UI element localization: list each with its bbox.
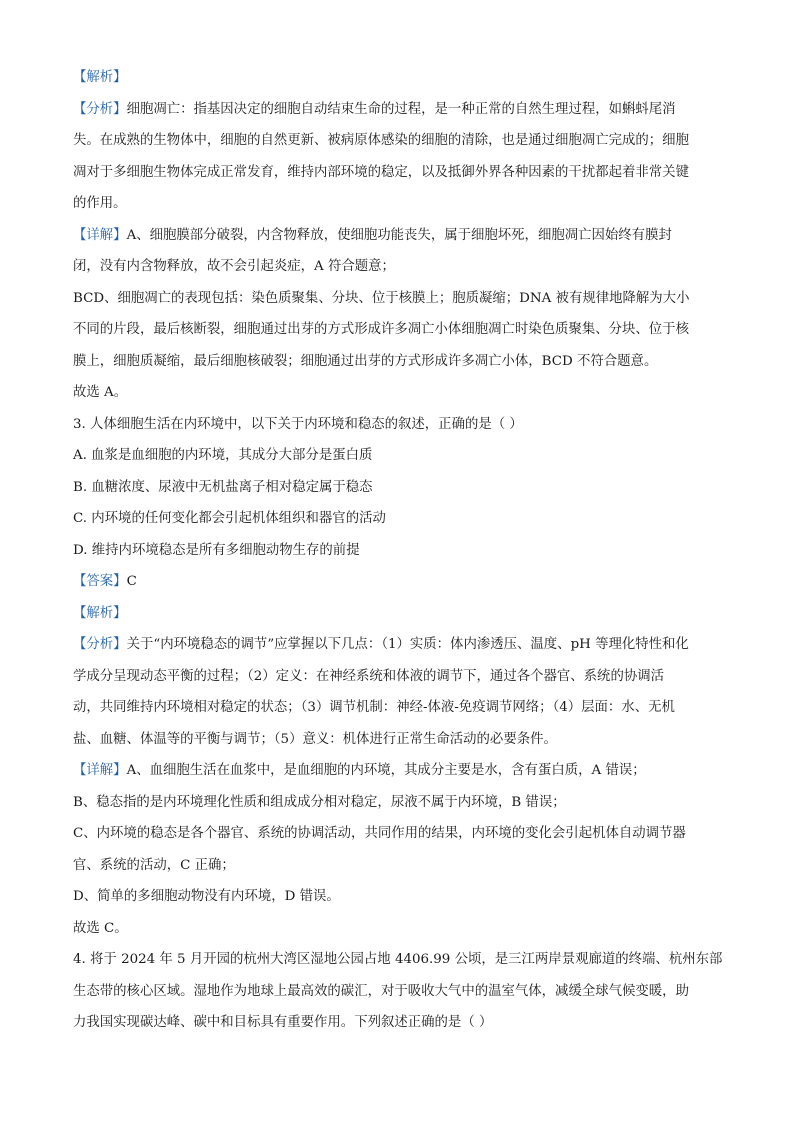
document-page	[73, 62, 723, 1039]
q2-fenxi-tag: 【分析】	[73, 101, 127, 117]
q3-fenxi-line: 盐、血糖、体温等的平衡与调节；（5）意义：机体进行正常生命活动的必要条件。	[73, 731, 557, 747]
q2-fenxi-line: 【分析】细胞凋亡：指基因决定的细胞自动结束生命的过程，是一种正常的自然生理过程，如蝌蚪尾消	[73, 101, 676, 117]
q3-xiangjie-line: C、内环境的稳态是各个器官、系统的协调活动，共同作用的结果，内环境的变化会引起机体自动调节器	[73, 826, 686, 841]
q2-conclusion: 故选 A。	[73, 385, 128, 400]
q3-fenxi-line: 动，共同维持内环境相对稳定的状态；（3）调节机制：神经-体液-免疫调节网络；（4）层面：水、无机	[73, 700, 675, 715]
q3-conclusion: 故选 C。	[73, 920, 128, 936]
q3-xiangjie-line: 官、系统的活动，C 正确；	[73, 857, 235, 873]
q3-stem: 3. 人体细胞生活在内环境中，以下关于内环境和稳态的叙述，正确的是（ ）	[73, 416, 523, 432]
q2-fenxi-line: 失。在成熟的生物体中，细胞的自然更新、被病原体感染的细胞的清除，也是通过细胞凋亡完成的；细胞	[73, 133, 689, 148]
q3-xiangjie-tag: 【详解】	[73, 763, 127, 778]
q3-fenxi-line: 【分析】关于“内环境稳态的调节”应掌握以下几点：（1）实质：体内渗透压、温度、pH 等理化特性和化	[73, 637, 689, 652]
q3-xiangjie-line: D、简单的多细胞动物没有内环境，D 错误。	[73, 889, 340, 904]
q3-answer-tag: 【答案】	[73, 574, 127, 589]
q3-xiangjie-line: B、稳态指的是内环境理化性质和组成成分相对稳定，尿液不属于内环境，B 错误；	[73, 794, 566, 810]
q3-fenxi-line: 学成分呈现动态平衡的过程；（2）定义：在神经系统和体液的调节下，通过各个器官、系统的协调活	[73, 668, 665, 684]
q3-option-a: A. 血浆是血细胞的内环境，其成分大部分是蛋白质	[73, 448, 373, 463]
q2-fenxi-line: 凋对于多细胞生物体完成正常发育，维持内部环境的稳定，以及抵御外界各种因素的干扰都起着非常关键	[73, 164, 689, 180]
q3-xiangjie-line: 【详解】A、血细胞生活在血浆中，是血细胞的内环境，其成分主要是水，含有蛋白质，A 错误；	[73, 763, 646, 778]
q4-stem-line: 生态带的核心区域。湿地作为地球上最高效的碳汇，对于吸收大气中的温室气体，减缓全球气候变暖，助	[73, 983, 689, 999]
q3-answer-value: C	[126, 574, 137, 589]
q2-xiangjie-line: 【详解】A、细胞膜部分破裂，内含物释放，使细胞功能丧失，属于细胞坏死，细胞凋亡因始终有膜封	[73, 227, 672, 243]
q2-xiangjie-line: 不同的片段，最后核断裂，细胞通过出芽的方式形成许多凋亡小体细胞凋亡时染色质聚集、分块、位于核	[73, 322, 689, 337]
q3-option-c: C. 内环境的任何变化都会引起机体组织和器官的活动	[73, 511, 386, 526]
q2-xiangjie-line: 膜上，细胞质凝缩，最后细胞核破裂；细胞通过出芽的方式形成许多凋亡小体，BCD 不符合题意。	[73, 353, 658, 369]
q3-answer	[73, 566, 723, 598]
q4-stem-line: 4. 将于 2024 年 5 月开园的杭州大湾区湿地公园占地 4406.99 公顷，是三江两岸景观廊道的终端、杭州东部	[73, 952, 723, 967]
q3-option-b: B. 血糖浓度、尿液中无机盐离子相对稳定属于稳态	[73, 479, 373, 495]
q2-analysis-header: 【解析】	[73, 70, 127, 85]
q3-analysis-header: 【解析】	[73, 605, 127, 621]
q2-fenxi-line: 的作用。	[73, 196, 127, 211]
q2-xiangjie-tag: 【详解】	[73, 227, 127, 243]
q2-xiangjie-line: BCD、细胞凋亡的表现包括：染色质聚集、分块、位于核膜上；胞质凝缩；DNA 被有规律地降解为大小	[73, 290, 690, 306]
q2-xiangjie-line: 闭，没有内含物释放，故不会引起炎症，A 符合题意；	[73, 259, 395, 274]
q3-fenxi-tag: 【分析】	[73, 637, 127, 652]
q4-stem-line: 力我国实现碳达峰、碳中和目标具有重要作用。下列叙述正确的是（ ）	[73, 1015, 493, 1030]
q3-option-d: D. 维持内环境稳态是所有多细胞动物生存的前提	[73, 542, 360, 558]
